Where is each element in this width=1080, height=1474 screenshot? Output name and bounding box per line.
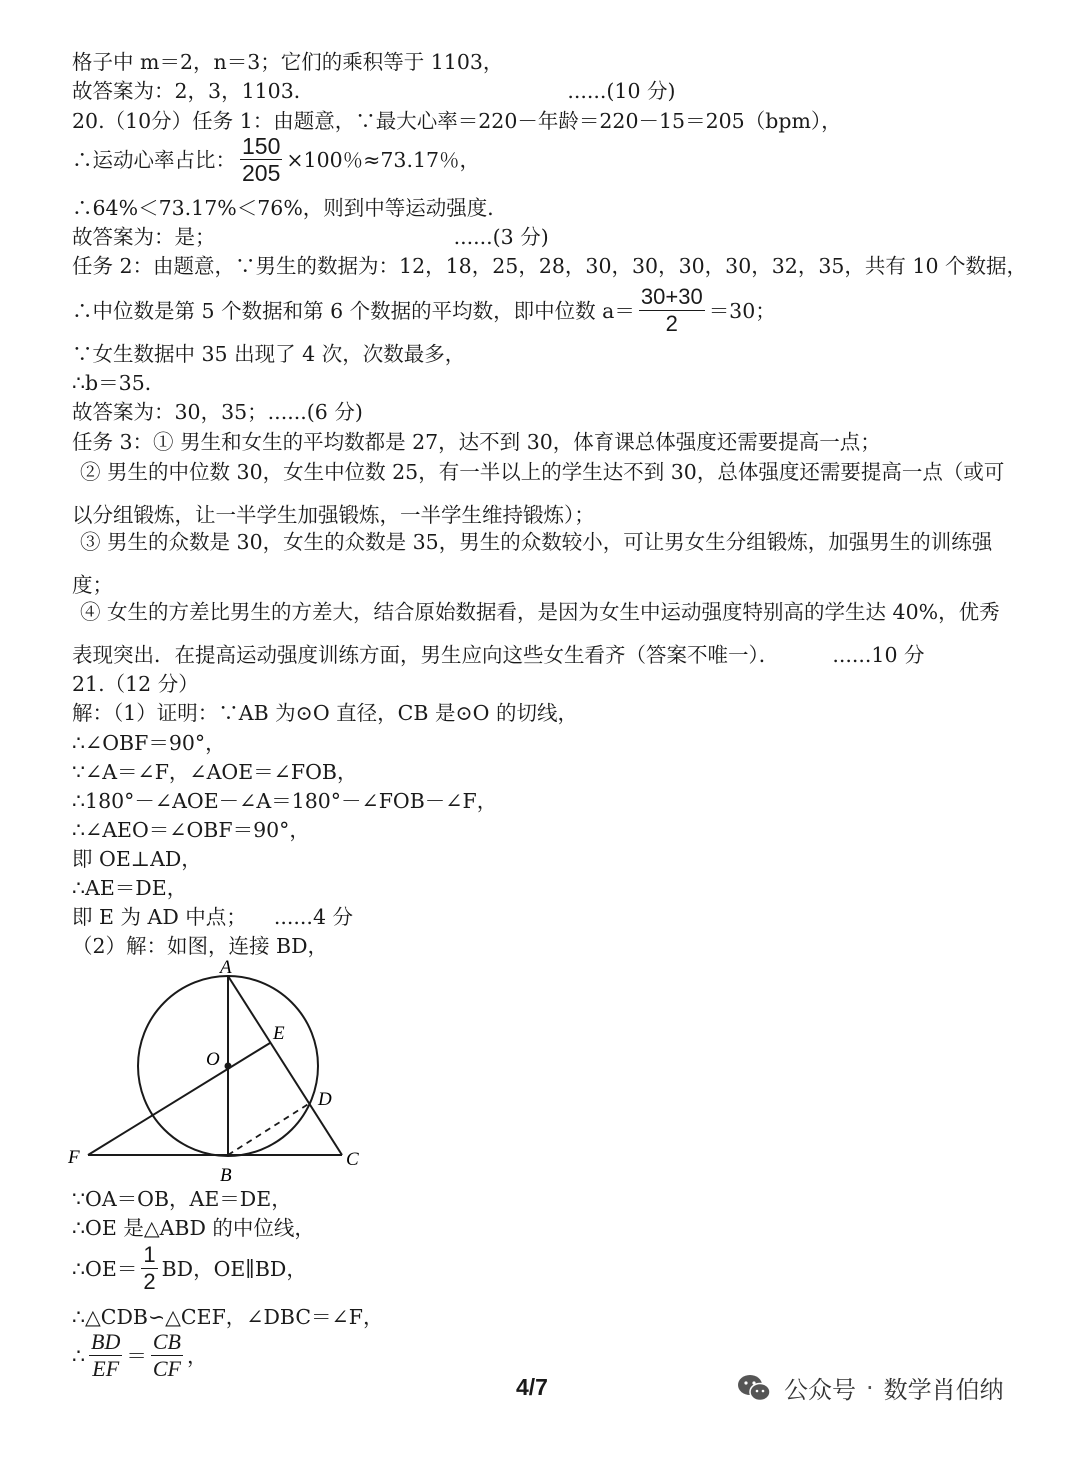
text-line: ∴∠OBF＝90°，: [72, 731, 226, 755]
text-line: ④ 女生的方差比男生的方差大，结合原始数据看，是因为女生中运动强度特别高的学生达 40%，优秀: [80, 600, 1000, 624]
text-line: ∴△CDB∽△CEF，∠DBC＝∠F，: [72, 1305, 384, 1329]
text-line: 解：（1）证明：∵AB 为⊙O 直径，CB 是⊙O 的切线，: [72, 701, 578, 725]
text-line: [72, 643, 1050, 667]
fraction-denominator: CF: [152, 1356, 181, 1381]
text-line: ∴OE 是△ABD 的中位线，: [72, 1216, 315, 1240]
text-line: ② 男生的中位数 30，女生中位数 25，有一半以上的学生达不到 30，总体强度还需要提高一点（或可: [80, 460, 1005, 484]
text-line: 任务 2：由题意，∵男生的数据为：12，18，25，28，30，30，30，30，32，35，共有 10 个数据，: [72, 254, 1028, 278]
text-line: （2）解：如图，连接 BD，: [72, 934, 329, 958]
label-c: C: [346, 1149, 359, 1170]
segment-fe: [88, 1043, 270, 1155]
fraction: [639, 284, 705, 337]
fraction-denominator: 205: [242, 160, 281, 186]
text-line: 20.（10分）任务 1：由题意，∵最大心率＝220－年龄＝220－15＝205（bpm），: [72, 109, 842, 133]
fraction-denominator: 2: [143, 1269, 156, 1294]
fraction-numerator: 150: [242, 133, 281, 159]
text-segment: BD，OE∥BD，: [161, 1256, 307, 1281]
text-line: [72, 284, 1050, 337]
label-b: B: [220, 1165, 232, 1186]
fraction-denominator: 2: [665, 311, 678, 336]
text-line: ∵OA＝OB，AE＝DE，: [72, 1187, 292, 1211]
text-line: 故答案为：30，35；......(6 分): [72, 400, 363, 424]
label-a: A: [220, 957, 232, 978]
text-segment: ，: [187, 1343, 208, 1368]
fraction: [141, 1242, 157, 1295]
text-line: ∴AE＝DE，: [72, 876, 188, 900]
score-mark: ......4 分: [273, 905, 354, 929]
fraction-denominator: EF: [92, 1356, 120, 1381]
text-line: [72, 905, 1050, 929]
text-line: 度；: [72, 573, 113, 597]
wechat-label: 公众号: [784, 1376, 856, 1404]
text-segment: ∴OE＝: [72, 1256, 138, 1281]
text-line: ∴64%＜73.17%＜76%，则到中等运动强度．: [72, 196, 508, 220]
text-line: 21.（12 分）: [72, 672, 199, 696]
text-segment: ∴中位数是第 5 个数据和第 6 个数据的平均数，即中位数 a＝: [72, 298, 635, 323]
label-o: O: [206, 1049, 220, 1070]
segment-ac: [228, 976, 342, 1155]
text-line: 任务 3：① 男生和女生的平均数都是 27，达不到 30，体育课总体强度还需要提高一点；: [72, 430, 881, 454]
wechat-icon: [736, 1372, 772, 1404]
account-name: 数学肖伯纳: [883, 1376, 1004, 1404]
score-mark: ......(3 分): [453, 225, 549, 249]
text-line: [72, 1242, 1050, 1295]
text-line: [72, 79, 1050, 103]
label-d: D: [318, 1089, 332, 1110]
label-e: E: [273, 1023, 285, 1044]
score-mark: ......10 分: [832, 643, 925, 667]
text-segment: 即 E 为 AD 中点；: [72, 905, 247, 929]
text-segment: 表现突出．在提高运动强度训练方面，男生应向这些女生看齐（答案不唯一）．: [72, 643, 780, 667]
text-segment: ＝30；: [708, 298, 776, 323]
text-line: [72, 225, 1050, 249]
text-line: ∵女生数据中 35 出现了 4 次，次数最多，: [72, 342, 466, 366]
text-segment: 故答案为：是；: [72, 225, 216, 249]
fraction-numerator: BD: [91, 1329, 121, 1354]
text-line: [72, 133, 1050, 186]
page-number: 4/7: [516, 1374, 548, 1400]
score-mark: ......(10 分): [567, 79, 676, 103]
fraction: [89, 1329, 122, 1382]
text-segment: ×100％≈73.17％，: [286, 147, 481, 172]
text-segment: 故答案为：2，3，1103．: [72, 79, 315, 103]
text-segment: ∴运动心率占比：: [72, 147, 236, 172]
fraction: [151, 1329, 183, 1382]
text-line: ∴180°－∠AOE－∠A＝180°－∠FOB－∠F，: [72, 789, 498, 813]
fraction: [240, 133, 282, 186]
watermark: [736, 1370, 1004, 1405]
text-line: 以分组锻炼，让一半学生加强锻炼，一半学生维持锻炼）；: [72, 503, 595, 527]
fraction-numerator: 30+30: [640, 284, 703, 309]
text-line: ③ 男生的众数是 30，女生的众数是 35，男生的众数较小，可让男女生分组锻炼，加强男生的训练强: [80, 530, 993, 554]
separator-dot: ·: [866, 1373, 874, 1402]
label-f: F: [68, 1147, 80, 1168]
text-line: 格子中 m＝2，n＝3；它们的乘积等于 1103，: [72, 50, 504, 74]
fraction-numerator: CB: [152, 1329, 181, 1354]
text-line: 即 OE⊥AD，: [72, 847, 202, 871]
text-segment: ＝: [126, 1343, 147, 1368]
fraction-numerator: 1: [143, 1242, 156, 1267]
center-point: [225, 1063, 232, 1070]
geometry-figure: [60, 955, 380, 1190]
text-line: ∵∠A＝∠F，∠AOE＝∠FOB，: [72, 760, 358, 784]
text-segment: ∴: [72, 1343, 86, 1368]
text-line: ∴b＝35．: [72, 371, 166, 395]
text-line: ∴∠AEO＝∠OBF＝90°，: [72, 818, 310, 842]
